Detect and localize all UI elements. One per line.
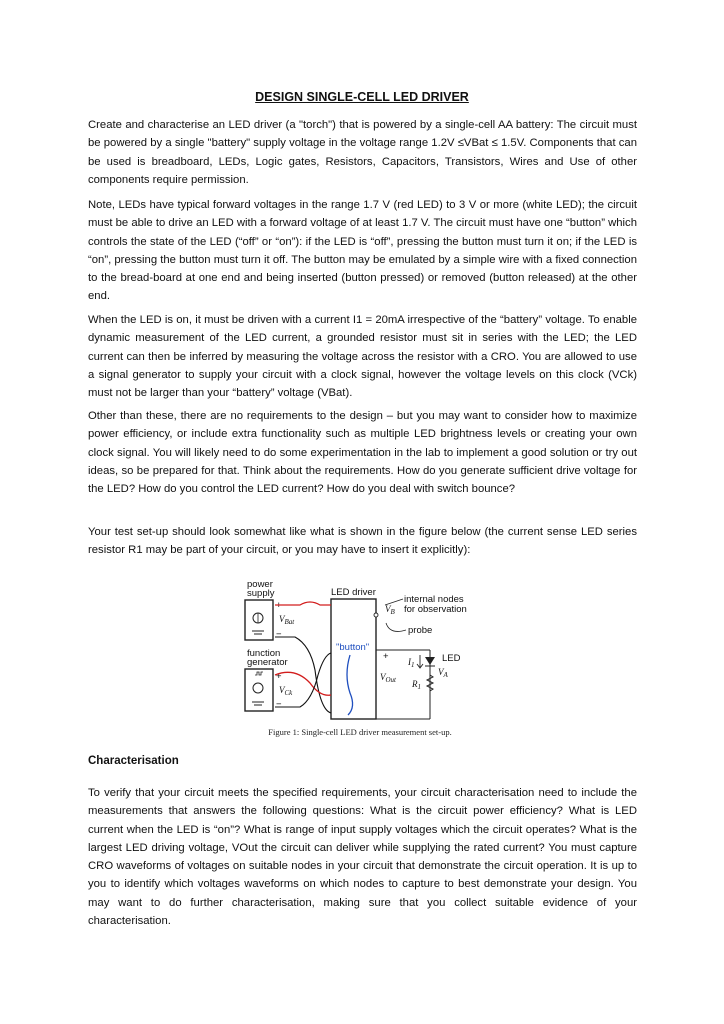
paragraph-test-setup: Your test set-up should look somewhat like what is shown in the figure below (the current sense LED series resistor R1 may be part of your circuit, or you may have to insert it explicitly): bbox=[88, 526, 637, 557]
button-label: "button" bbox=[336, 642, 370, 653]
page-title: DESIGN SINGLE-CELL LED DRIVER bbox=[255, 90, 469, 104]
i1-label: $I_1$ bbox=[408, 657, 415, 669]
r1-label: $R_1$ bbox=[412, 679, 421, 691]
vout-plus: + bbox=[383, 651, 389, 662]
paragraph-current: When the LED is on, it must be driven with a current I1 = 20mA irrespective of the “battery” voltage. To enable dynamic measurement of the LED current, a grounded resistor must sit in series with the LED; the LED current can then be inferred by measuring the voltage across the resistor with a CRO. You are allowed to use a signal generator to supply your circuit with a clock signal, however the voltage levels on this clock (VCk) must not be larger than your “battery” voltage (VBat). bbox=[88, 314, 637, 400]
supply-positive-wire bbox=[275, 602, 331, 605]
vck-source-icon bbox=[253, 683, 263, 693]
node-vb bbox=[374, 613, 378, 617]
button-wire[interactable] bbox=[347, 655, 353, 715]
clock-wave-icon bbox=[255, 672, 263, 675]
vb-label: $V_B$ bbox=[385, 604, 395, 616]
supply-ground-wire bbox=[275, 637, 331, 713]
vbat-minus: − bbox=[276, 629, 282, 640]
probe-label: probe bbox=[408, 625, 433, 636]
led-label: LED bbox=[442, 653, 461, 664]
vbat-label: $V_{Bat}$ bbox=[279, 614, 295, 626]
vbat-plus: + bbox=[276, 600, 282, 611]
function-generator-label-2: generator bbox=[247, 657, 288, 668]
led-driver-label: LED driver bbox=[331, 587, 376, 598]
internal-nodes-label-1: internal nodes bbox=[404, 594, 464, 605]
power-supply-label-2: supply bbox=[247, 588, 275, 599]
function-generator-label-1: function bbox=[247, 648, 281, 659]
vck-minus: − bbox=[276, 699, 282, 710]
va-label: $V_A$ bbox=[438, 667, 448, 679]
characterisation-heading: Characterisation bbox=[88, 755, 179, 767]
paragraph-intro: Create and characterise an LED driver (a "torch") that is powered by a single-cell AA battery: The circuit must be powered by a single "battery" supply voltage in the voltage range 1.2V ≤VBat ≤ 1.5V. Components that can be used is breadboard, LEDs, Logic gates, Resistors, Capacitors, Transistors, Wires and Use of other components require permission. bbox=[88, 119, 637, 186]
figure-caption: Figure 1: Single-cell LED driver measurement set-up. bbox=[268, 727, 452, 737]
paragraph-design-freedom: Other than these, there are no requirements to the design – but you may want to consider how to maximize power efficiency, or include extra functionality such as multiple LED brightness levels or creating your own clock signal. You will likely need to do some experimentation in the lab to implement a good solution or try out ideas, so be prepared for that. Think about the requirements. How do you generate sufficient drive voltage for the LED? How do you control the LED current? How do you deal with switch bounce? bbox=[88, 410, 637, 496]
vck-label: $V_{Ck}$ bbox=[279, 685, 293, 697]
circuit-diagram bbox=[240, 575, 480, 725]
led-icon bbox=[425, 657, 435, 665]
led-driver-box bbox=[331, 599, 376, 719]
paragraph-characterisation: To verify that your circuit meets the specified requirements, your circuit characterisation need to include the measurements that answers the following questions: What is the circuit power efficiency? What is LED current when the LED is “on”? What is range of input supply voltages which the circuit operates? What is the largest LED driving voltage, VOut the circuit can deliver while supplying the rated current? You must capture CRO waveforms of voltages on suitable nodes in your circuit that demonstrate the circuit operation. It is up to you to identify which voltages waveforms on which nodes to capture to best demonstrate your design. You may want to do further characterisation, making sure that you collect suitable evidence of your characterisation. bbox=[88, 787, 637, 928]
paragraph-led-note: Note, LEDs have typical forward voltages in the range 1.7 V (red LED) to 3 V or more (white LED); the circuit must be able to drive an LED with a forward voltage of at least 1.7 V. The circuit must have one “button” which controls the state of the LED (“off” or “on”): if the LED is “off”, pressing the button must turn it on; if the LED is “on”, pressing the button must turn it off. The button may be emulated by a simple wire with a fixed connection to the bread-board at one end and being inserted (button pressed) or removed (button released) at the other end. bbox=[88, 199, 637, 303]
measurement-setup-figure bbox=[240, 575, 480, 745]
vck-plus: + bbox=[276, 671, 282, 682]
vout-label: $V_{Out}$ bbox=[380, 672, 396, 684]
power-supply-label-1: power bbox=[247, 579, 273, 590]
internal-nodes-label-2: for observation bbox=[404, 604, 467, 615]
